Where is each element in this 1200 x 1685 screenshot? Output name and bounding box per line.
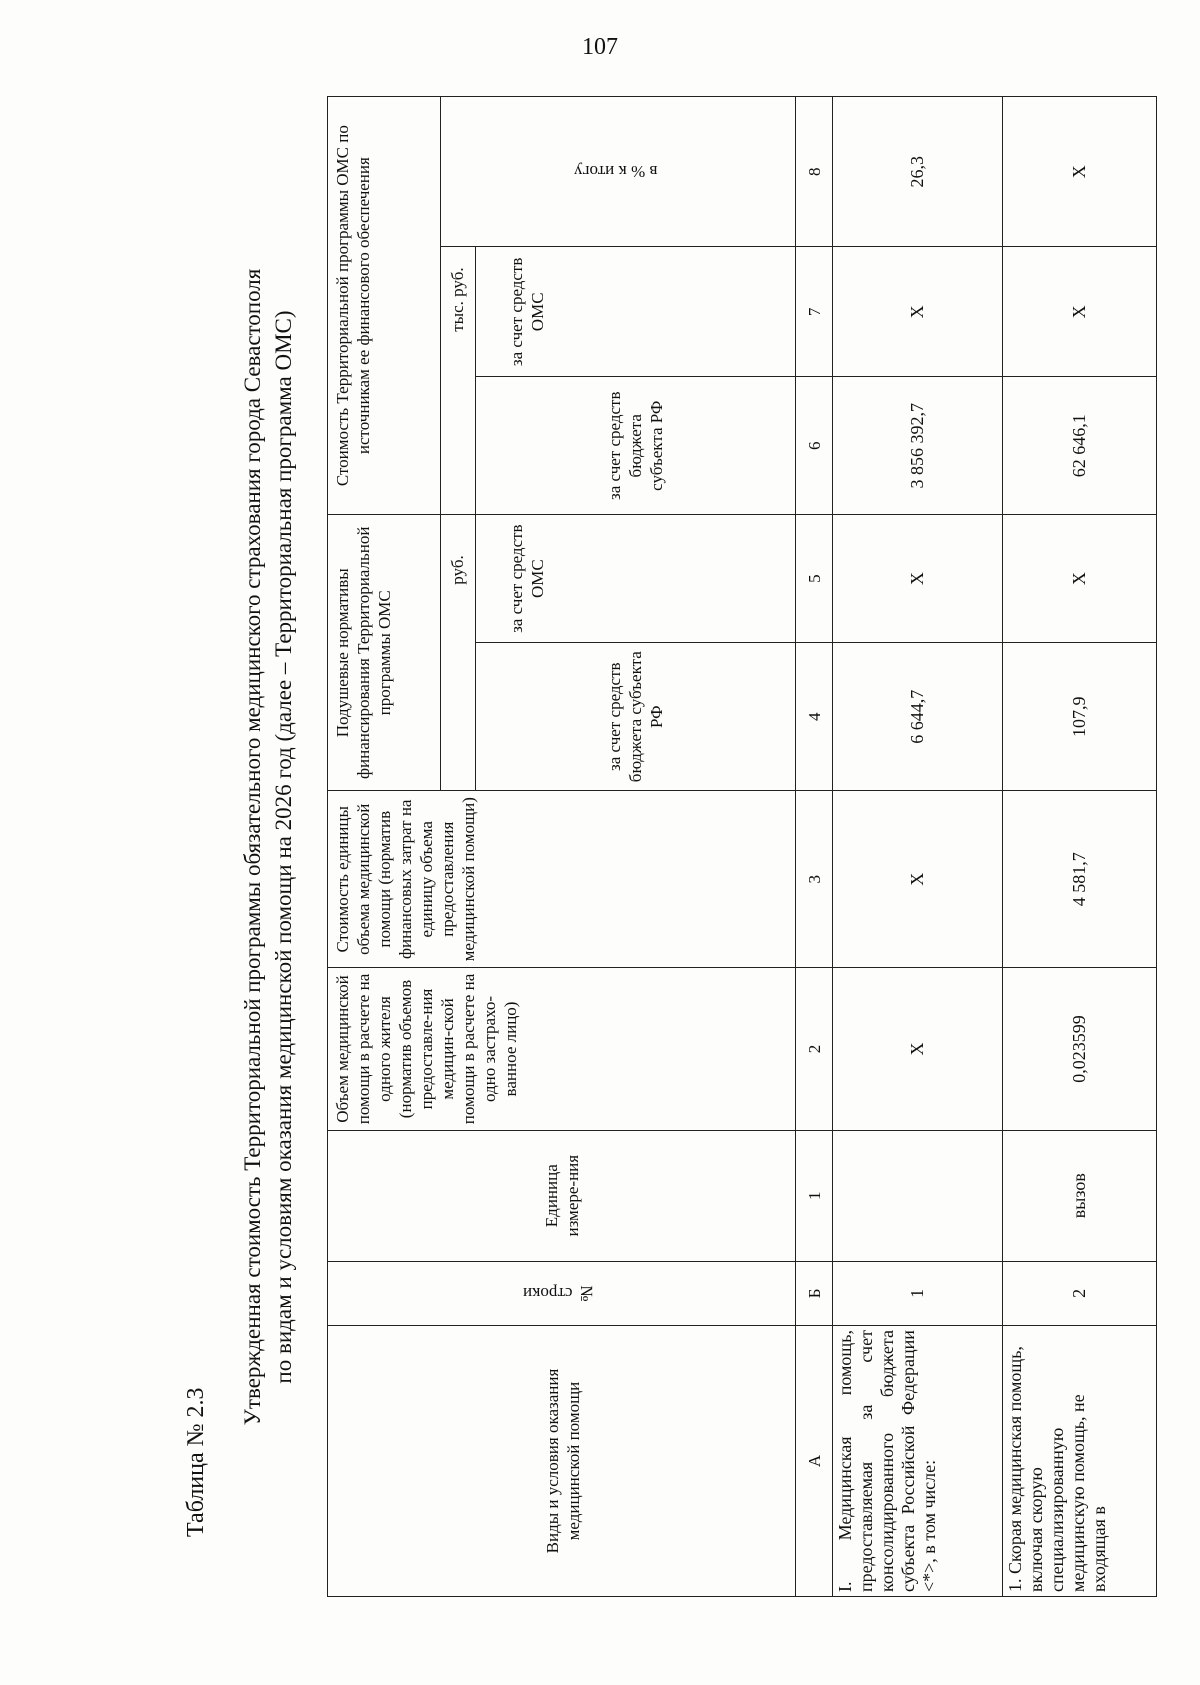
index-cell: 1 (796, 1130, 833, 1261)
row-percent: X (1003, 97, 1157, 247)
index-cell: 5 (796, 515, 833, 643)
row-number: 2 (1003, 1261, 1157, 1325)
row-cost-oms: X (1003, 247, 1157, 377)
row-volume: 0,023599 (1003, 968, 1157, 1131)
row-unit (832, 1130, 1002, 1261)
page-number: 107 (582, 34, 618, 60)
header-per-capita-unit: руб. (441, 515, 476, 791)
title-line-1: Утвержденная стоимость Территориальной программы обязательного медицинского страхования города Севастополя (240, 268, 265, 1426)
header-pc-oms: за счет средств ОМС (475, 515, 795, 643)
header-total-cost-unit: тыс. руб. (441, 247, 476, 515)
table-row (1003, 97, 1157, 1597)
index-cell: 3 (796, 791, 833, 968)
header-per-capita: Подушевые нормативы финансирования Территориальной программы ОМС (328, 515, 441, 791)
header-percent-text: в % к итогу (573, 162, 658, 182)
row-unit-cost: X (832, 791, 1002, 968)
header-unit-cost: Стоимость единицы объема медицинской помощи (норматив финансовых затрат на единицу объема предоставления медицинской помощи) (328, 791, 796, 968)
row-pc-budget: 107,9 (1003, 643, 1157, 791)
header-row-number-text: № строки (522, 1283, 596, 1303)
row-name: 1. Скорая медицинская помощь, включая скорую специализированную медицинскую помощь, не входящая в (1003, 1326, 1157, 1597)
rotated-page-content (175, 97, 1185, 1597)
index-row (796, 97, 833, 1597)
row-number: 1 (832, 1261, 1002, 1325)
index-cell: 6 (796, 377, 833, 515)
row-cost-oms: X (832, 247, 1002, 377)
header-percent (441, 97, 796, 247)
header-kinds: Виды и условия оказания медицинской помощи (328, 1326, 796, 1597)
header-row-number (328, 1261, 796, 1325)
title-line-2: по видам и условиям оказания медицинской помощи на 2026 год (далее – Территориальная программа ОМС) (271, 310, 296, 1384)
row-pc-budget: 6 644,7 (832, 643, 1002, 791)
index-cell: Б (796, 1261, 833, 1325)
index-cell: 8 (796, 97, 833, 247)
row-pc-oms: X (1003, 515, 1157, 643)
header-volume: Объем медицинской помощи в расчете на одного жителя (норматив объемов предоставле-ния медицин-ской помощи в расчете на одно застрахо-ванное лицо) (328, 968, 796, 1131)
row-cost-budget: 3 856 392,7 (832, 377, 1002, 515)
header-cost-budget: за счет средств бюджета субъекта РФ (475, 377, 795, 515)
row-unit-cost: 4 581,7 (1003, 791, 1157, 968)
table-title (237, 97, 299, 1597)
row-cost-budget: 62 646,1 (1003, 377, 1157, 515)
row-pc-oms: X (832, 515, 1002, 643)
index-cell: 7 (796, 247, 833, 377)
index-cell: А (796, 1326, 833, 1597)
row-volume: X (832, 968, 1002, 1131)
table-row (832, 97, 1002, 1597)
header-unit: Единица измере-ния (328, 1130, 796, 1261)
index-cell: 2 (796, 968, 833, 1131)
cost-table (327, 96, 1157, 1597)
row-percent: 26,3 (832, 97, 1002, 247)
row-name: I. Медицинская помощь, предоставляемая за счет консолидированного бюджета субъекта Российской Федерации <*>, в том числе: (832, 1326, 1002, 1597)
header-cost-oms: за счет средств ОМС (475, 247, 795, 377)
header-pc-budget: за счет средств бюджета субъекта РФ (475, 643, 795, 791)
row-unit: вызов (1003, 1130, 1157, 1261)
index-cell: 4 (796, 643, 833, 791)
table-label: Таблица № 2.3 (183, 1387, 209, 1537)
header-total-cost: Стоимость Территориальной программы ОМС по источникам ее финансового обеспечения (328, 97, 441, 515)
